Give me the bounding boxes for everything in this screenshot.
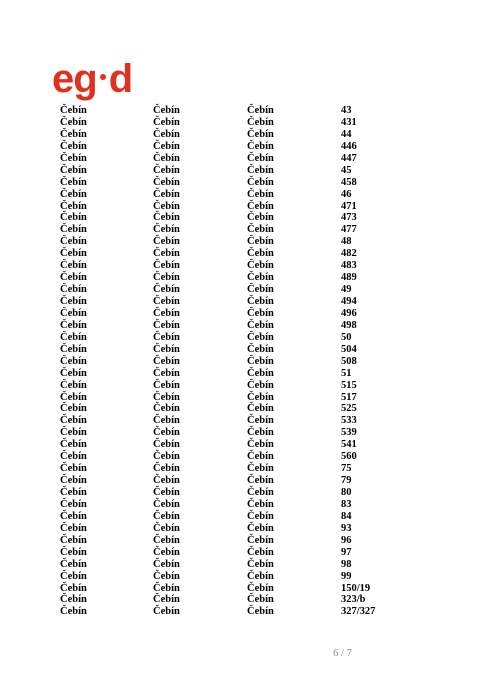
cell-municipality: Čebín <box>60 307 87 319</box>
cell-part: Čebín <box>153 307 180 319</box>
cell-cadastral-area: Čebín <box>247 570 274 582</box>
table-row <box>0 212 495 224</box>
cell-cadastral-area: Čebín <box>247 224 274 236</box>
cell-municipality: Čebín <box>60 319 87 331</box>
cell-municipality: Čebín <box>60 379 87 391</box>
cell-part: Čebín <box>153 212 180 224</box>
cell-number: 48 <box>341 236 352 248</box>
cell-cadastral-area: Čebín <box>247 522 274 534</box>
cell-part: Čebín <box>153 463 180 475</box>
cell-number: 515 <box>341 379 357 391</box>
cell-cadastral-area: Čebín <box>247 296 274 307</box>
cell-municipality: Čebín <box>60 391 87 403</box>
cell-municipality: Čebín <box>60 510 87 522</box>
cell-cadastral-area: Čebín <box>247 272 274 284</box>
cell-municipality: Čebín <box>60 546 87 558</box>
cell-number: 83 <box>341 498 352 510</box>
cell-municipality: Čebín <box>60 606 87 618</box>
cell-municipality: Čebín <box>60 248 87 260</box>
cell-municipality: Čebín <box>60 260 87 272</box>
cell-number: 473 <box>341 212 357 224</box>
table-row <box>0 475 495 487</box>
cell-municipality: Čebín <box>60 439 87 451</box>
cell-municipality: Čebín <box>60 212 87 224</box>
table-row <box>0 356 495 368</box>
table-row <box>0 153 495 165</box>
cell-number: 45 <box>341 164 352 176</box>
cell-part: Čebín <box>153 331 180 343</box>
cell-number: 447 <box>341 152 357 164</box>
cell-municipality: Čebín <box>60 128 87 140</box>
cell-number: 539 <box>341 427 357 439</box>
table-row <box>0 583 495 595</box>
cell-number: 96 <box>341 534 352 546</box>
cell-part: Čebín <box>153 188 180 200</box>
cell-part: Čebín <box>153 200 180 212</box>
table-row <box>0 451 495 463</box>
cell-cadastral-area: Čebín <box>247 487 274 498</box>
cell-number: 46 <box>341 188 352 200</box>
cell-municipality: Čebín <box>60 272 87 284</box>
table-row <box>0 236 495 248</box>
table-row <box>0 296 495 308</box>
cell-part: Čebín <box>153 367 180 379</box>
cell-number: 541 <box>341 439 357 451</box>
cell-part: Čebín <box>153 570 180 582</box>
cell-part: Čebín <box>153 510 180 522</box>
cell-number: 80 <box>341 487 352 498</box>
cell-municipality: Čebín <box>60 594 87 606</box>
table-row <box>0 523 495 535</box>
cell-cadastral-area: Čebín <box>247 510 274 522</box>
cell-cadastral-area: Čebín <box>247 498 274 510</box>
cell-part: Čebín <box>153 272 180 284</box>
table-row <box>0 535 495 547</box>
table-row <box>0 415 495 427</box>
table-row <box>0 499 495 511</box>
cell-part: Čebín <box>153 487 180 498</box>
cell-part: Čebín <box>153 355 180 367</box>
cell-number: 84 <box>341 510 352 522</box>
table-row <box>0 332 495 344</box>
cell-number: 525 <box>341 403 357 415</box>
cell-cadastral-area: Čebín <box>247 463 274 475</box>
cell-cadastral-area: Čebín <box>247 116 274 128</box>
cell-part: Čebín <box>153 558 180 570</box>
cell-municipality: Čebín <box>60 152 87 164</box>
cell-number: 533 <box>341 415 357 427</box>
cell-municipality: Čebín <box>60 403 87 415</box>
cell-municipality: Čebín <box>60 331 87 343</box>
cell-part: Čebín <box>153 546 180 558</box>
cell-part: Čebín <box>153 296 180 307</box>
table-row <box>0 272 495 284</box>
cell-part: Čebín <box>153 284 180 296</box>
cell-number: 431 <box>341 116 357 128</box>
cell-number: 98 <box>341 558 352 570</box>
cell-number: 508 <box>341 355 357 367</box>
cell-part: Čebín <box>153 427 180 439</box>
table-row <box>0 571 495 583</box>
cell-cadastral-area: Čebín <box>247 284 274 296</box>
table-row <box>0 260 495 272</box>
cell-municipality: Čebín <box>60 558 87 570</box>
cell-number: 471 <box>341 200 357 212</box>
cell-part: Čebín <box>153 475 180 487</box>
cell-municipality: Čebín <box>60 343 87 355</box>
cell-part: Čebín <box>153 379 180 391</box>
cell-part: Čebín <box>153 606 180 618</box>
cell-number: 327/327 <box>341 606 376 618</box>
table-row <box>0 547 495 559</box>
cell-municipality: Čebín <box>60 164 87 176</box>
table-row <box>0 105 495 117</box>
cell-number: 44 <box>341 128 352 140</box>
table-row <box>0 368 495 380</box>
table-row <box>0 284 495 296</box>
cell-cadastral-area: Čebín <box>247 606 274 618</box>
cell-number: 43 <box>341 105 352 116</box>
cell-cadastral-area: Čebín <box>247 319 274 331</box>
cell-number: 51 <box>341 367 352 379</box>
cell-cadastral-area: Čebín <box>247 176 274 188</box>
cell-municipality: Čebín <box>60 236 87 248</box>
cell-part: Čebín <box>153 224 180 236</box>
table-row <box>0 117 495 129</box>
cell-cadastral-area: Čebín <box>247 451 274 463</box>
table-row <box>0 559 495 571</box>
cell-part: Čebín <box>153 164 180 176</box>
cell-municipality: Čebín <box>60 224 87 236</box>
table-row <box>0 463 495 475</box>
cell-number: 496 <box>341 307 357 319</box>
page-indicator: 6 / 7 <box>333 648 352 659</box>
cell-municipality: Čebín <box>60 570 87 582</box>
cell-cadastral-area: Čebín <box>247 403 274 415</box>
cell-municipality: Čebín <box>60 116 87 128</box>
cell-part: Čebín <box>153 319 180 331</box>
table-row <box>0 606 495 618</box>
table-row <box>0 392 495 404</box>
table-row <box>0 487 495 499</box>
cell-number: 489 <box>341 272 357 284</box>
cell-cadastral-area: Čebín <box>247 140 274 152</box>
cell-municipality: Čebín <box>60 188 87 200</box>
cell-number: 482 <box>341 248 357 260</box>
table-row <box>0 594 495 606</box>
cell-municipality: Čebín <box>60 522 87 534</box>
cell-cadastral-area: Čebín <box>247 128 274 140</box>
cell-municipality: Čebín <box>60 105 87 116</box>
table-row <box>0 248 495 260</box>
cell-number: 49 <box>341 284 352 296</box>
table-row <box>0 427 495 439</box>
logo-text-d: d <box>108 57 133 101</box>
cell-cadastral-area: Čebín <box>247 546 274 558</box>
cell-cadastral-area: Čebín <box>247 475 274 487</box>
cell-municipality: Čebín <box>60 463 87 475</box>
cell-part: Čebín <box>153 391 180 403</box>
cell-part: Čebín <box>153 594 180 606</box>
cell-municipality: Čebín <box>60 451 87 463</box>
logo-text-eg: eg <box>52 57 97 101</box>
cell-cadastral-area: Čebín <box>247 260 274 272</box>
cell-cadastral-area: Čebín <box>247 200 274 212</box>
cell-cadastral-area: Čebín <box>247 558 274 570</box>
cell-part: Čebín <box>153 105 180 116</box>
cell-cadastral-area: Čebín <box>247 248 274 260</box>
cell-part: Čebín <box>153 116 180 128</box>
cell-cadastral-area: Čebín <box>247 379 274 391</box>
cell-part: Čebín <box>153 176 180 188</box>
cell-part: Čebín <box>153 403 180 415</box>
cell-municipality: Čebín <box>60 140 87 152</box>
cell-cadastral-area: Čebín <box>247 391 274 403</box>
table-row <box>0 308 495 320</box>
cell-part: Čebín <box>153 439 180 451</box>
cell-cadastral-area: Čebín <box>247 343 274 355</box>
cell-number: 79 <box>341 475 352 487</box>
cell-number: 498 <box>341 319 357 331</box>
egd-logo <box>52 58 132 100</box>
cell-number: 494 <box>341 296 357 307</box>
cell-number: 446 <box>341 140 357 152</box>
cell-cadastral-area: Čebín <box>247 331 274 343</box>
table-row <box>0 201 495 213</box>
cell-number: 75 <box>341 463 352 475</box>
cell-cadastral-area: Čebín <box>247 164 274 176</box>
cell-part: Čebín <box>153 498 180 510</box>
cell-cadastral-area: Čebín <box>247 188 274 200</box>
table-row <box>0 511 495 523</box>
table-row <box>0 129 495 141</box>
cell-part: Čebín <box>153 451 180 463</box>
cell-municipality: Čebín <box>60 296 87 307</box>
cell-municipality: Čebín <box>60 284 87 296</box>
cell-number: 483 <box>341 260 357 272</box>
cell-part: Čebín <box>153 140 180 152</box>
cell-cadastral-area: Čebín <box>247 307 274 319</box>
cell-number: 477 <box>341 224 357 236</box>
cell-part: Čebín <box>153 128 180 140</box>
cell-municipality: Čebín <box>60 487 87 498</box>
table-row <box>0 344 495 356</box>
cell-municipality: Čebín <box>60 200 87 212</box>
logo-dot-icon <box>100 74 106 80</box>
cell-part: Čebín <box>153 534 180 546</box>
table-row <box>0 320 495 332</box>
cell-cadastral-area: Čebín <box>247 534 274 546</box>
table-row <box>0 189 495 201</box>
table-row <box>0 165 495 177</box>
table-row <box>0 439 495 451</box>
cell-municipality: Čebín <box>60 475 87 487</box>
cell-number: 93 <box>341 522 352 534</box>
cell-number: 99 <box>341 570 352 582</box>
table-row <box>0 224 495 236</box>
cell-municipality: Čebín <box>60 534 87 546</box>
cell-part: Čebín <box>153 248 180 260</box>
cell-part: Čebín <box>153 582 180 594</box>
cell-municipality: Čebín <box>60 415 87 427</box>
cell-part: Čebín <box>153 260 180 272</box>
cell-municipality: Čebín <box>60 355 87 367</box>
cell-part: Čebín <box>153 152 180 164</box>
cell-cadastral-area: Čebín <box>247 236 274 248</box>
cell-number: 97 <box>341 546 352 558</box>
cell-cadastral-area: Čebín <box>247 367 274 379</box>
cell-municipality: Čebín <box>60 427 87 439</box>
cell-cadastral-area: Čebín <box>247 105 274 116</box>
cell-number: 50 <box>341 331 352 343</box>
cell-cadastral-area: Čebín <box>247 355 274 367</box>
cell-number: 560 <box>341 451 357 463</box>
data-table <box>0 105 495 618</box>
cell-number: 323/b <box>341 594 366 606</box>
cell-municipality: Čebín <box>60 367 87 379</box>
table-row <box>0 403 495 415</box>
cell-municipality: Čebín <box>60 176 87 188</box>
cell-cadastral-area: Čebín <box>247 152 274 164</box>
cell-cadastral-area: Čebín <box>247 212 274 224</box>
cell-cadastral-area: Čebín <box>247 415 274 427</box>
cell-number: 504 <box>341 343 357 355</box>
table-row <box>0 380 495 392</box>
cell-number: 517 <box>341 391 357 403</box>
cell-part: Čebín <box>153 236 180 248</box>
table-row <box>0 177 495 189</box>
cell-number: 458 <box>341 176 357 188</box>
cell-part: Čebín <box>153 415 180 427</box>
cell-cadastral-area: Čebín <box>247 439 274 451</box>
cell-part: Čebín <box>153 522 180 534</box>
cell-number: 150/19 <box>341 582 371 594</box>
cell-cadastral-area: Čebín <box>247 427 274 439</box>
table-row <box>0 141 495 153</box>
cell-municipality: Čebín <box>60 498 87 510</box>
cell-cadastral-area: Čebín <box>247 594 274 606</box>
cell-municipality: Čebín <box>60 582 87 594</box>
cell-part: Čebín <box>153 343 180 355</box>
cell-cadastral-area: Čebín <box>247 582 274 594</box>
